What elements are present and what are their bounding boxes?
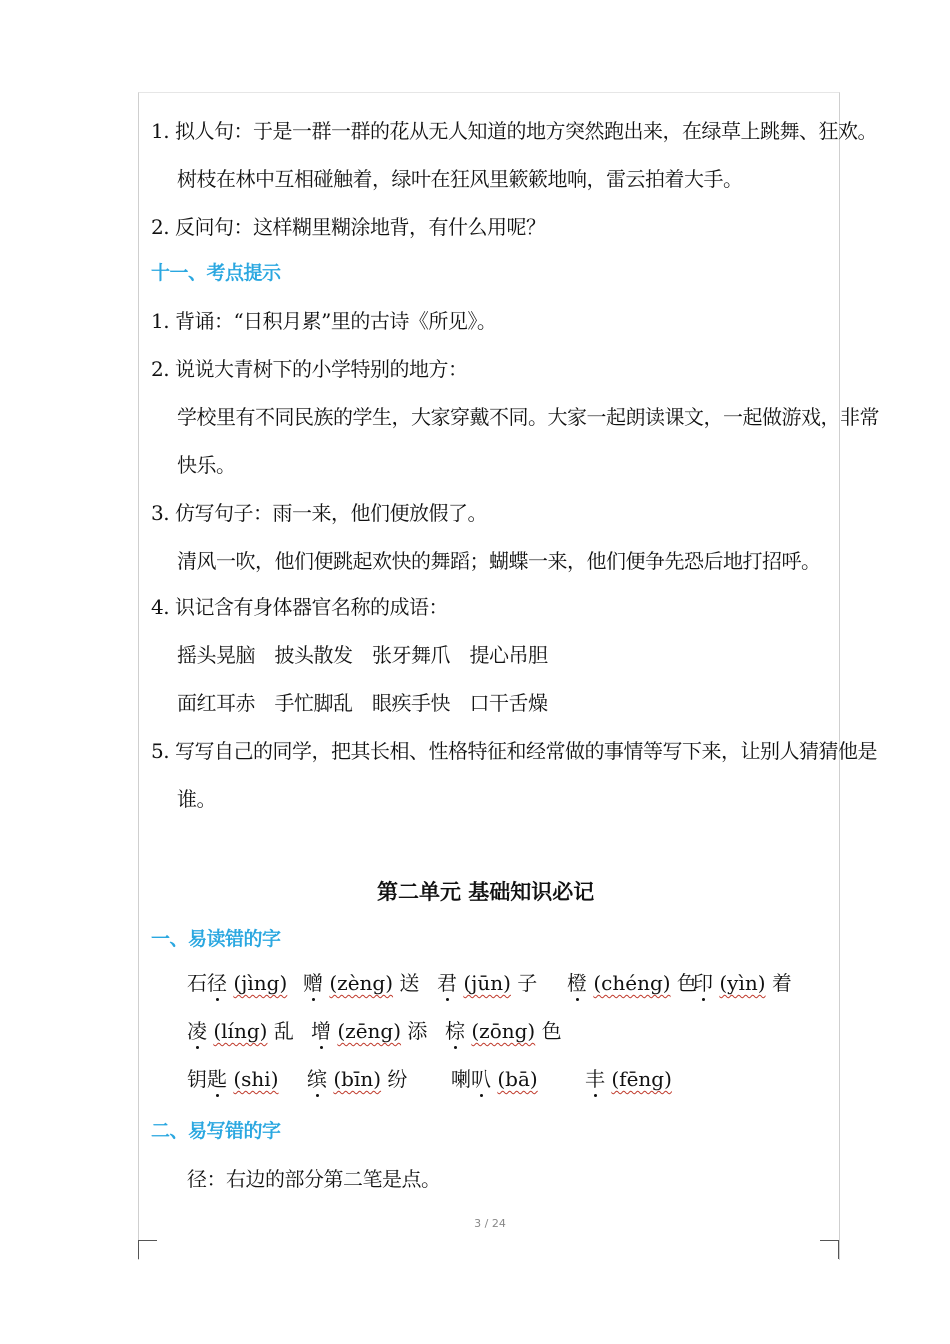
- char-plain: 钥: [187, 1067, 207, 1091]
- char-dotted: 径: [207, 971, 227, 995]
- pinyin-row-3: [187, 1065, 827, 1095]
- char-plain: 石: [187, 971, 207, 995]
- pinyin: (yìn): [719, 971, 766, 995]
- text-line: 面红耳赤 手忙脚乱 眼疾手快 口干舌燥: [177, 691, 548, 715]
- pinyin-word: [303, 969, 419, 997]
- char-dotted: 橙: [567, 971, 587, 995]
- pinyin: (jūn): [463, 971, 511, 995]
- char-plain: 添: [407, 1019, 428, 1043]
- char-dotted: 君: [437, 971, 457, 995]
- pinyin: (líng): [213, 1019, 268, 1043]
- char-dotted: 凌: [187, 1019, 207, 1043]
- pinyin: (zōng): [471, 1019, 536, 1043]
- pinyin: (zèng): [329, 971, 394, 995]
- unit-title: 第二单元 基础知识必记: [377, 880, 595, 904]
- char-plain: 纷: [387, 1067, 408, 1091]
- pinyin-word: [445, 1017, 562, 1045]
- pinyin: (bīn): [333, 1067, 382, 1091]
- pinyin-word: [311, 1017, 427, 1045]
- pinyin-word: [187, 969, 287, 997]
- char-plain: 送: [399, 971, 420, 995]
- text-line: 学校里有不同民族的学生，大家穿戴不同。大家一起朗读课文，一起做游戏，非常: [177, 405, 879, 429]
- text-line: 2. 反问句：这样糊里糊涂地背，有什么用呢？: [151, 215, 546, 239]
- char-dotted: 印: [693, 971, 713, 995]
- text-line: 3. 仿写句子：雨一来，他们便放假了。: [151, 501, 487, 525]
- char-dotted: 丰: [585, 1067, 605, 1091]
- pinyin-row-2: [187, 1017, 827, 1047]
- pinyin-word: [451, 1065, 538, 1093]
- char-dotted: 棕: [445, 1019, 465, 1043]
- pinyin-word: [567, 969, 697, 997]
- pinyin-word: [307, 1065, 407, 1093]
- text-line: 1. 拟人句：于是一群一群的花从无人知道的地方突然跑出来，在绿草上跳舞、狂欢。: [151, 119, 877, 143]
- text-line: 清风一吹，他们便跳起欢快的舞蹈；蝴蝶一来，他们便争先恐后地打招呼。: [177, 549, 821, 573]
- char-dotted: 增: [311, 1019, 331, 1043]
- section-heading: 二、易写错的字: [151, 1120, 281, 1142]
- section-heading: 十一、考点提示: [151, 262, 281, 284]
- text-line: 5. 写写自己的同学，把其长相、性格特征和经常做的事情等写下来，让别人猜猜他是: [151, 739, 877, 763]
- text-line: 谁。: [177, 787, 216, 811]
- pinyin-word: [437, 969, 537, 997]
- char-dotted: 赠: [303, 971, 323, 995]
- pinyin: (fēng): [611, 1067, 672, 1091]
- pinyin-word: [187, 1017, 294, 1045]
- text-line: 4. 识记含有身体器官名称的成语：: [151, 595, 448, 619]
- pinyin: (jìng): [233, 971, 288, 995]
- section-heading: 一、易读错的字: [151, 928, 281, 950]
- char-plain: 色: [676, 971, 697, 995]
- text-line: 径：右边的部分第二笔是点。: [187, 1167, 441, 1191]
- page-number: 3 / 24: [474, 1217, 506, 1230]
- char-plain: 色: [541, 1019, 562, 1043]
- text-line: 摇头晃脑 披头散发 张牙舞爪 提心吊胆: [177, 643, 548, 667]
- crop-mark-right: [820, 1240, 839, 1259]
- char-dotted: 叭: [471, 1067, 491, 1091]
- pinyin: (chéng): [593, 971, 671, 995]
- pinyin-word: [585, 1065, 672, 1093]
- crop-mark-left: [138, 1240, 157, 1259]
- pinyin-word: [187, 1065, 279, 1093]
- pinyin-word: [693, 969, 792, 997]
- char-plain: 乱: [273, 1019, 294, 1043]
- char-dotted: 缤: [307, 1067, 327, 1091]
- char-plain: 喇: [451, 1067, 471, 1091]
- pinyin: (bā): [497, 1067, 538, 1091]
- char-dotted: 匙: [207, 1067, 227, 1091]
- pinyin-row-1: [187, 969, 827, 999]
- text-line: 树枝在林中互相碰触着，绿叶在狂风里簌簌地响，雷云拍着大手。: [177, 167, 743, 191]
- pinyin: (zēng): [337, 1019, 402, 1043]
- document-page: [138, 92, 879, 1260]
- char-plain: 子: [517, 971, 538, 995]
- text-line: 1. 背诵：“日积月累”里的古诗《所见》。: [151, 309, 497, 333]
- char-plain: 着: [771, 971, 792, 995]
- text-line: 2. 说说大青树下的小学特别的地方：: [151, 357, 468, 381]
- pinyin: (shi): [233, 1067, 279, 1091]
- text-line: 快乐。: [177, 453, 236, 477]
